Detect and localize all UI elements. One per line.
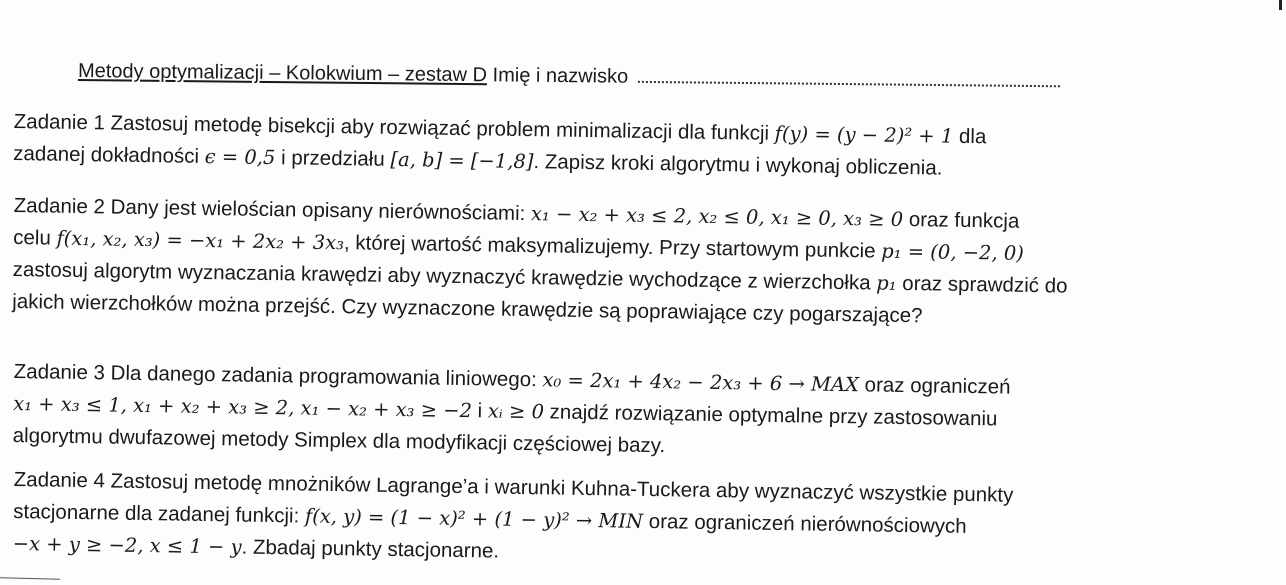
math-expression: p₁ = (0, −2, 0) xyxy=(881,239,1025,265)
task-text: . Zapisz kroki algorytmu i wykonaj obliczenia. xyxy=(533,150,943,180)
exam-title: Metody optymalizacji – Kolokwium – zestaw D xyxy=(77,60,488,87)
task-text: znajdź rozwiązanie optymalne przy zastosowaniu xyxy=(543,400,998,431)
math-expression: x₀ = 2x₁ + 4x₂ − 2x₃ + 6 → MAX xyxy=(542,368,860,397)
task-text: , której wartość maksymalizujemy. Przy startowym punkcie xyxy=(343,231,882,263)
task-text: oraz funkcja xyxy=(902,207,1020,233)
task-text: . Zbadaj punkty stacjonarne. xyxy=(241,535,500,563)
task-text: oraz ograniczeń nierównościowych xyxy=(642,509,967,538)
task-text: stacjonarne dla zadanej funkcji: xyxy=(13,499,306,528)
scan-edge-mark xyxy=(1279,0,1282,10)
math-expression: xᵢ ≥ 0 xyxy=(487,399,545,424)
math-expression: f(x, y) = (1 − x)² + (1 − y)² → MIN xyxy=(304,504,644,533)
task-text: zadanej dokładności xyxy=(13,141,205,169)
task-text: oraz ograniczeń xyxy=(858,373,1011,399)
task-text: oraz sprawdzić do xyxy=(896,271,1068,298)
math-expression: x₁ − x₂ + x₃ ≤ 2, x₂ ≤ 0, x₁ ≥ 0, x₃ ≥ 0 xyxy=(530,202,904,231)
exam-header xyxy=(78,60,1060,93)
task-text: Zastosuj metodę mnożników Lagrange’a i warunki Kuhna-Tuckera aby wyznaczyć wszystkie punkty xyxy=(110,469,1014,507)
task-text: jakich wierzchołków można przejść. Czy wyznaczone krawędzie są poprawiające czy pogarszające? xyxy=(12,289,923,328)
task-text: i xyxy=(471,399,489,423)
task-label: Zadanie 3 xyxy=(13,359,106,385)
task-text: Dany jest wielościan opisany nierównościami: xyxy=(110,195,532,226)
task-label: Zadanie 4 xyxy=(13,467,106,493)
name-label: Imię i nazwisko xyxy=(492,64,629,88)
math-expression: f(x₁, x₂, x₃) = −x₁ + 2x₂ + 3x₃ xyxy=(56,226,345,255)
math-expression: f(y) = (y − 2)² + 1 xyxy=(774,121,954,148)
task-4 xyxy=(12,464,1013,576)
task-1 xyxy=(13,106,987,185)
task-text: celu xyxy=(13,225,57,250)
task-text: Dla danego zadania programowania liniowego: xyxy=(110,361,543,392)
math-expression: ϵ = 0,5 xyxy=(204,145,276,170)
task-text: dla xyxy=(953,124,987,149)
task-3 xyxy=(12,356,1010,468)
task-2 xyxy=(12,190,1069,335)
task-label: Zadanie 2 xyxy=(13,193,106,219)
task-text: algorytmu dwufazowej metody Simplex dla modyfikacji częściowej bazy. xyxy=(12,423,666,458)
task-text: Zastosuj metodę bisekcji aby rozwiązać problem minimalizacji dla funkcji xyxy=(110,111,775,145)
math-expression: [a, b] = [−1,8] xyxy=(390,147,534,174)
task-label: Zadanie 1 xyxy=(13,109,106,135)
name-fill-line xyxy=(638,67,1060,87)
task-text: zastosuj algorytm wyznaczania krawędzi aby wyznaczyć krawędzie wychodzące z wierzchołka xyxy=(12,257,877,295)
math-expression: x₁ + x₃ ≤ 1, x₁ + x₂ + x₃ ≥ 2, x₁ − x₂ + x₃ ≥ −2 xyxy=(13,391,473,423)
math-expression: −x + y ≥ −2, x ≤ 1 − y xyxy=(12,531,242,559)
math-expression: p₁ xyxy=(876,271,897,295)
task-text: i przedziału xyxy=(275,146,391,171)
page-rule xyxy=(0,577,60,580)
